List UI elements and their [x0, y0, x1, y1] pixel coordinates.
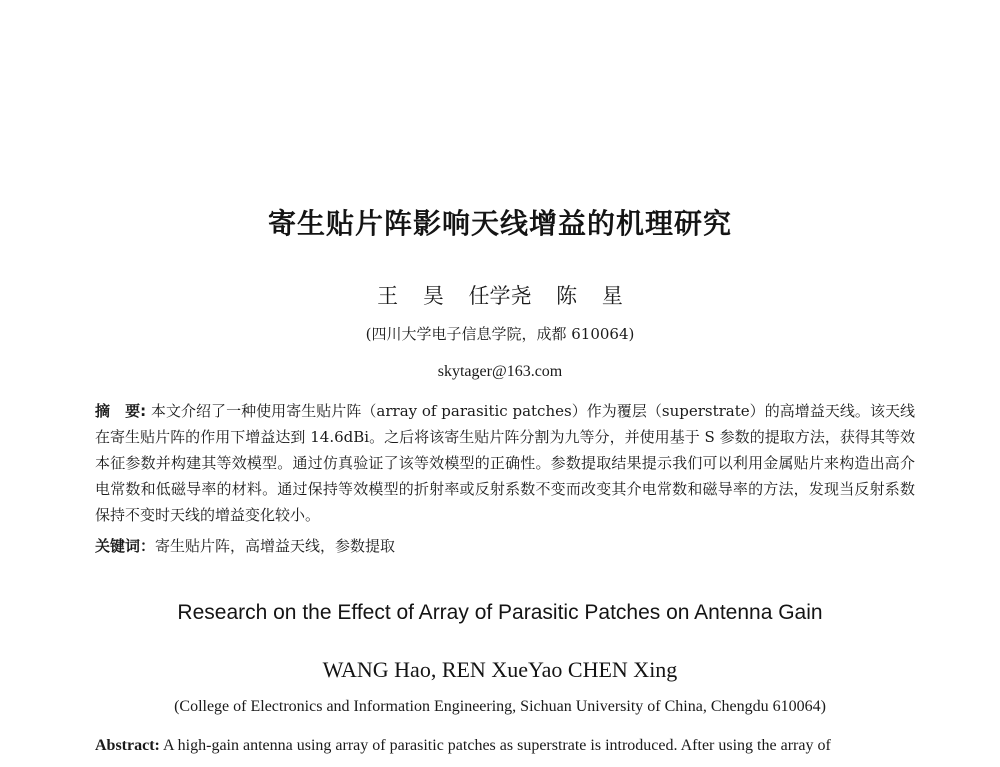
keywords-cn-text: 寄生贴片阵，高增益天线，参数提取 [155, 537, 396, 555]
paper-title-cn: 寄生贴片阵影响天线增益的机理研究 [267, 207, 732, 240]
abstract-en [95, 737, 925, 755]
abstract-cn-label: 摘 要: [95, 402, 147, 420]
abstract-cn-text: 本文介绍了一种使用寄生贴片阵（array of parasitic patches）作为覆层（superstrate）的高增益天线。该天线在寄生贴片阵的作用下增益达到 14.6dBi。之后将该寄生贴片阵分割为九等分，并使用基于 S 参数的提取方法，获得其等效本征参数并构建其等效模型。通过仿真验证了该等效模型的正确性。参数提取结果提示我们可以利用金属贴片来构造出高介电常数和低磁导率的材料。通过保持等效模型的折射率或反射系数不变而改变其介电常数和磁导率的方法，发现当反射系数保持不变时天线的增益变化较小。 [95, 402, 916, 524]
keywords-cn [95, 535, 915, 556]
affiliation-en: (College of Electronics and Information Engineering, Sichuan University of China, Chengdu 610064) [174, 698, 826, 715]
paper-title-en: Research on the Effect of Array of Parasitic Patches on Antenna Gain [177, 601, 823, 624]
authors-cn: 王 昊 任学尧 陈 星 [377, 284, 623, 308]
author-email: skytager@163.com [437, 363, 563, 380]
affiliation-cn: (四川大学电子信息学院，成都 610064) [365, 325, 635, 343]
keywords-cn-label: 关键词： [95, 537, 156, 555]
authors-en: WANG Hao, REN XueYao CHEN Xing [322, 657, 678, 682]
abstract-cn [95, 398, 915, 528]
abstract-en-text: A high-gain antenna using array of parasitic patches as superstrate is introduced. After using the array of [163, 737, 831, 754]
abstract-en-label: Abstract: [95, 737, 160, 754]
